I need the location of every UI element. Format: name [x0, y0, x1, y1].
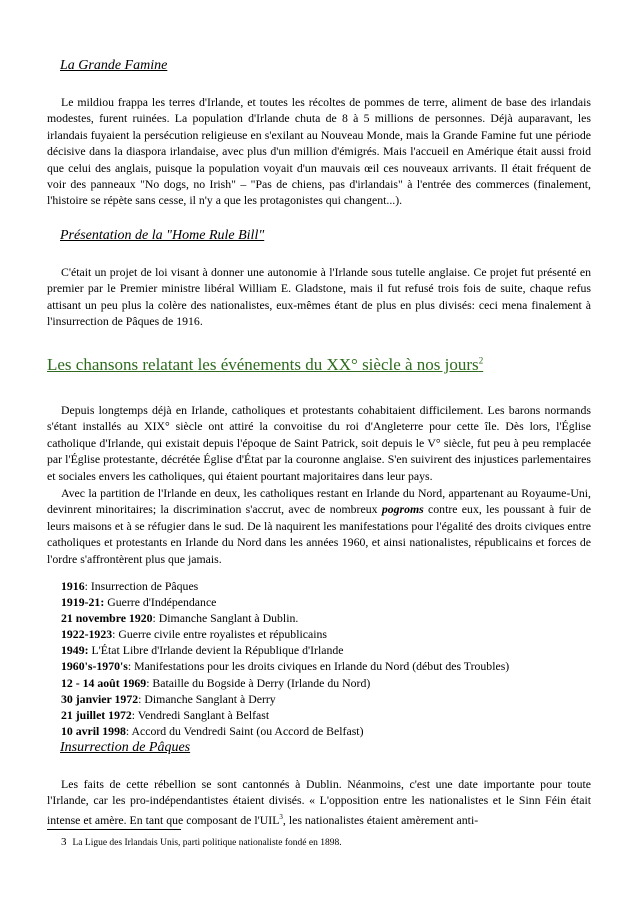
footnote-number: 3: [61, 836, 67, 848]
timeline-item: [61, 626, 509, 642]
heading-chansons: [47, 355, 483, 375]
heading-chansons-text: Les chansons relatant les événements du XX° siècle à nos jours: [47, 355, 479, 374]
timeline-item: [61, 675, 509, 691]
pogroms-emphasis: pogroms: [381, 502, 424, 517]
timeline-item: [61, 658, 509, 674]
heading-insurrection-paques: Insurrection de Pâques: [60, 740, 191, 755]
paragraph-chansons-2-end: contre eux, les poussant à fuir de leurs maisons et à se réfugier dans le sud. De là naquirent les manifestations pour l'égalité des droits civiques entre catholiques et protestants en Irlande du Nord dans les années 1960, et ainsi nationalistes, républicains et forces de l'ordre s'affrontèrent plus que jamais.: [47, 502, 591, 566]
timeline-item: [61, 691, 509, 707]
timeline-event: : Insurrection de Pâques: [84, 579, 199, 593]
paragraph-chansons-2: [47, 485, 591, 567]
footnote-divider: [47, 829, 181, 830]
timeline-event: Guerre d'Indépendance: [104, 595, 217, 610]
footnote: [61, 836, 342, 848]
timeline-event: : Vendredi Sanglant à Belfast: [131, 707, 270, 722]
heading-home-rule-bill: Présentation de la "Home Rule Bill": [60, 228, 265, 243]
paragraph-chansons-2-start: Avec la partition de l'Irlande en deux, les catholiques restant en Irlande du Nord, appartenant au Royaume-Uni, devinrent minoritaires; la discrimination s'accrut, avec de nombreux: [47, 486, 591, 517]
paragraph-home-rule-bill: C'était un projet de loi visant à donner une autonomie à l'Irlande sous tutelle anglaise. Ce projet fut présenté en premier par le Premier ministre libéral William E. Gladstone, mais il fut refusé trois fois de suite, chaque refus attisant un peu plus la colère des nationalistes, eux-mêmes étant de plus en plus divisés: ceci mena finalement à l'insurrection de Pâques de 1916.: [47, 265, 591, 329]
timeline-list: [61, 578, 509, 739]
footnote-reference: 3: [279, 812, 283, 821]
timeline-date: 1960's-1970's: [61, 659, 128, 674]
timeline-date: 1916: [61, 579, 85, 593]
timeline-event: : Bataille du Bogside à Derry (Irlande du Nord): [146, 675, 371, 690]
paragraph-insurrection: [47, 776, 591, 828]
timeline-item: [61, 723, 509, 739]
timeline-event: : Dimanche Sanglant à Derry: [138, 691, 276, 706]
timeline-event: : Guerre civile entre royalistes et républicains: [112, 627, 328, 642]
timeline-date: 1949:: [61, 643, 89, 658]
heading-chansons-mark: 2: [478, 355, 484, 366]
paragraph-chansons-1: Depuis longtemps déjà en Irlande, catholiques et protestants cohabitaient difficilement. Les barons normands s'étant installés au XIX° siècle ont attiré la convoitise du roi d'Angleterre pour cette île. Dès lors, l'Église catholique d'Irlande, qui existait depuis l'époque de Saint Patrick, soit depuis le V° siècle, fut peu à peu remplacée par l'Église protestante, décrétée Église d'État par la couronne anglaise. S'en suivirent des injustices parlementaires et sociales envers les catholiques, qui étaient pourtant majoritaires dans leur pays.: [47, 403, 591, 483]
timeline-item: [61, 578, 509, 594]
timeline-date: 1919-21:: [61, 595, 105, 610]
paragraph-grande-famine: Le mildiou frappa les terres d'Irlande, et toutes les récoltes de pommes de terre, aliment de base des irlandais modestes, furent ruinées. La population d'Irlande chuta de 8 à 5 millions de personnes. Déjà auparavant, les irlandais fuyaient la persécution religieuse en s'exilant au Nouveau Monde, mais la Grande Famine fut une période décisive dans la diaspora irlandaise, avec plus d'un million d'émigrés. Mais l'accueil en Amérique était aussi froid que celui des anglais, puisque la population voyait d'un mauvais œil ces nouveaux arrivants. Il était fréquent de voir des panneaux "No dogs, no Irish" – "Pas de chiens, pas d'irlandais" à l'entrée des commerces (finalement, l'histoire se répète sans cesse, il n'y a que les protagonistes qui changent...).: [47, 95, 591, 208]
timeline-item: [61, 594, 509, 610]
footnote-text: La Ligue des Irlandais Unis, parti politique nationaliste fondé en 1898.: [72, 838, 342, 848]
timeline-item: [61, 642, 509, 658]
timeline-event: : Accord du Vendredi Saint (ou Accord de Belfast): [125, 723, 364, 738]
timeline-event: : Dimanche Sanglant à Dublin.: [152, 611, 299, 626]
timeline-item: [61, 707, 509, 723]
paragraph-insurrection-text: Les faits de cette rébellion se sont cantonnés à Dublin. Néanmoins, c'est une date importante pour toute l'Irlande, car les pro-indépendantistes étaient divisés. « L'opposition entre les nationalistes et le Sinn Féin était intense et amère. En tant que composant de l'UIL: [47, 777, 591, 827]
timeline-date: 1922-1923: [61, 627, 113, 642]
timeline-event: L'État Libre d'Irlande devient la République d'Irlande: [88, 643, 344, 658]
timeline-date: 10 avril 1998: [61, 723, 126, 738]
timeline-date: 12 - 14 août 1969: [61, 675, 147, 690]
timeline-date: 21 novembre 1920: [61, 611, 153, 626]
timeline-date: 21 juillet 1972: [61, 707, 132, 722]
heading-grande-famine: La Grande Famine: [60, 58, 168, 73]
paragraph-insurrection-text-end: , les nationalistes étaient amèrement anti-: [282, 812, 479, 827]
timeline-date: 30 janvier 1972: [61, 691, 139, 706]
timeline-item: [61, 610, 509, 626]
timeline-event: : Manifestations pour les droits civiques en Irlande du Nord (début des Troubles): [127, 659, 510, 674]
